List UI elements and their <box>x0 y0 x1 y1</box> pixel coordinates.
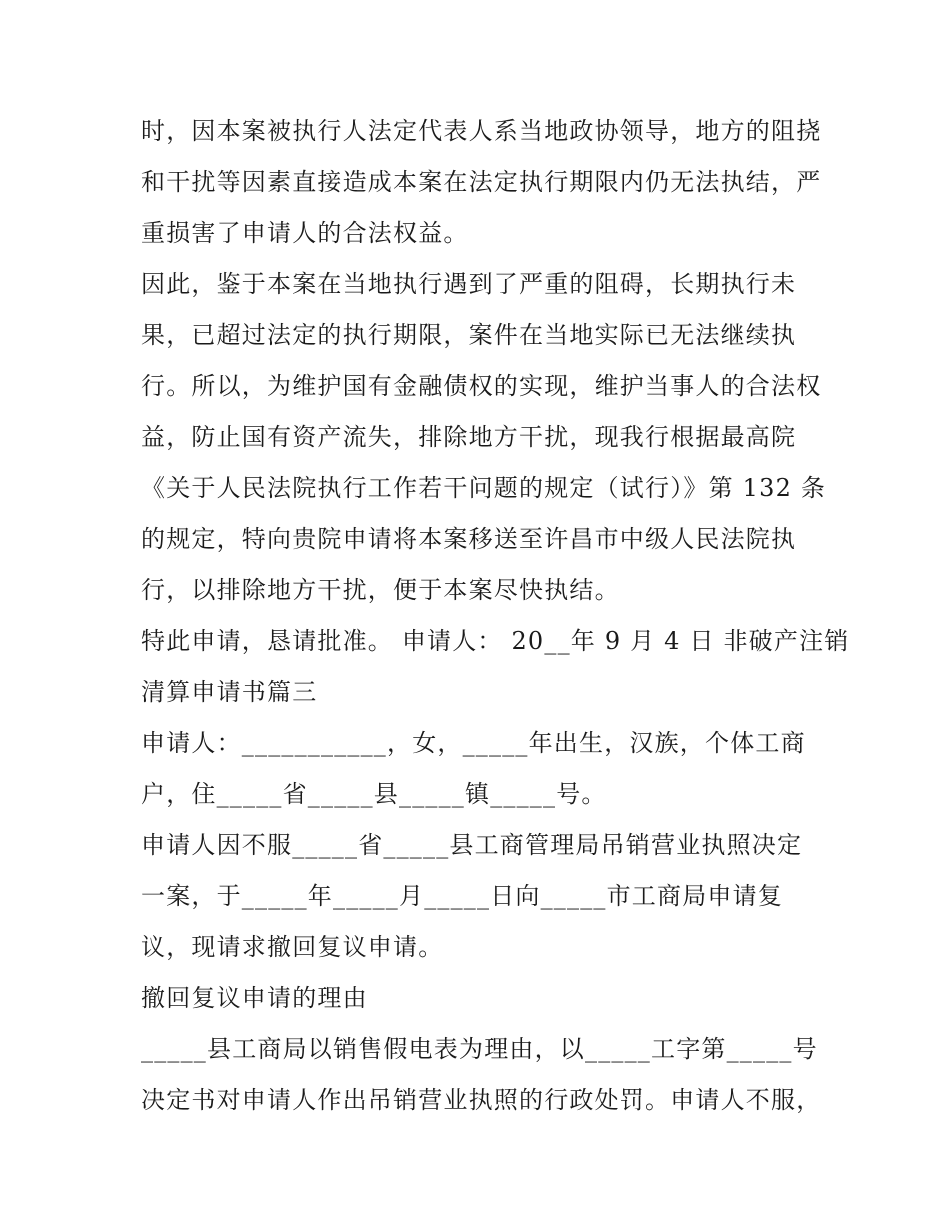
section-heading: 撤回复议申请的理由 <box>141 984 368 1012</box>
text-line: 重损害了申请人的合法权益。 <box>141 219 469 247</box>
text-line: 果，已超过法定的执行期限，案件在当地实际已无法继续执 <box>141 321 797 349</box>
text-line: 申请人：___________，女，_____年出生，汉族，个体工商 <box>141 729 806 757</box>
text-line: 行，以排除地方干扰，便于本案尽快执结。 <box>141 576 620 604</box>
text-line: 申请人因不服_____省_____县工商管理局吊销营业执照决定 <box>141 831 803 859</box>
text-line: 决定书对申请人作出吊销营业执照的行政处罚。申请人不服， <box>141 1086 822 1114</box>
text-line: 益，防止国有资产流失，排除地方干扰，现我行根据最高院 <box>141 423 797 451</box>
section-heading: 清算申请书篇三 <box>141 678 318 706</box>
text-line: 行。所以，为维护国有金融债权的实现，维护当事人的合法权 <box>141 372 822 400</box>
text-line: _____县工商局以销售假电表为理由，以_____工字第_____号 <box>141 1035 818 1063</box>
text-line: 特此申请，恳请批准。 申请人： 20__年 9 月 4 日 非破产注销 <box>141 627 850 655</box>
text-line: 和干扰等因素直接造成本案在法定执行期限内仍无法执结，严 <box>141 168 822 196</box>
text-line: 时，因本案被执行人法定代表人系当地政协领导，地方的阻挠 <box>141 117 822 145</box>
text-line: 因此，鉴于本案在当地执行遇到了严重的阻碍，长期执行未 <box>141 270 797 298</box>
text-line: 《关于人民法院执行工作若干问题的规定（试行）》第 132 条 <box>141 474 827 502</box>
document-body <box>141 106 850 1126</box>
text-line: 一案，于_____年_____月_____日向_____市工商局申请复 <box>141 882 783 910</box>
text-line: 的规定，特向贵院申请将本案移送至许昌市中级人民法院执 <box>141 525 797 553</box>
text-line: 议，现请求撤回复议申请。 <box>141 933 444 961</box>
text-line: 户，住_____省_____县_____镇_____号。 <box>141 780 607 808</box>
